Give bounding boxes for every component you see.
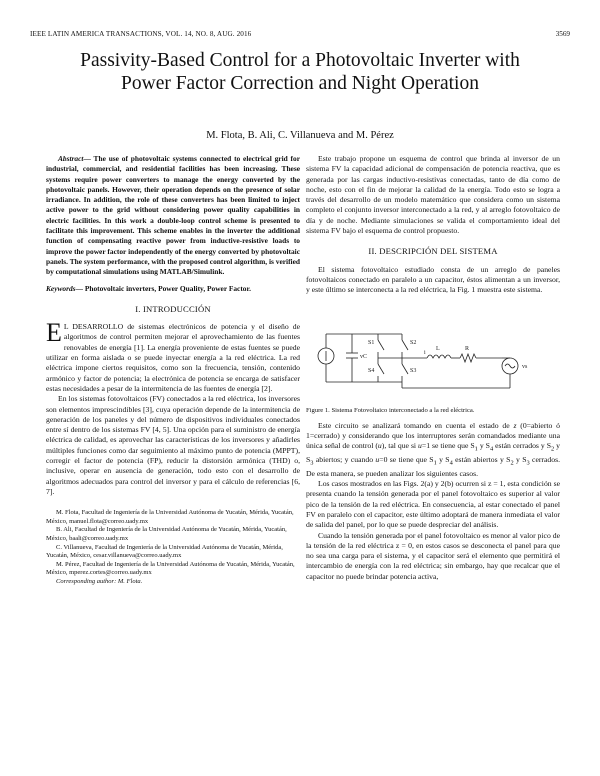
inductor-symbol	[427, 355, 451, 358]
footnote-2: B. Ali, Facultad de Ingeniería de la Universidad Autónoma de Yucatán, Mérida, Yucatán, México, baali@correo.uady.mx	[46, 526, 287, 542]
switches-text-a: Este circuito se analizará tomando en cuenta el estado de	[318, 420, 514, 430]
abstract	[46, 154, 300, 278]
journal-header: IEEE LATIN AMERICA TRANSACTIONS, VOL. 14, NO. 8, AUG. 2016	[30, 30, 252, 38]
switch-s1-label: S1	[368, 339, 375, 346]
symbol-z: z	[513, 420, 517, 430]
figure-1-caption: Figure 1. Sistema Fotovoltaico interconectado a la red eléctrica.	[306, 406, 475, 414]
sub-2: 2	[550, 445, 555, 453]
switches-text-g: y S	[306, 441, 561, 464]
switch-s1	[378, 340, 384, 350]
switches-text-j: y S	[436, 454, 450, 464]
switch-s4-label: S4	[368, 367, 375, 374]
switch-s4	[378, 364, 384, 374]
sub-2b: 2	[510, 459, 514, 467]
circuit-diagram	[312, 304, 552, 400]
keywords-text: Photovoltaic inverters, Power Quality, Power Factor.	[82, 283, 251, 293]
symbol-u-3: u	[375, 454, 380, 464]
sub-1: 1	[474, 445, 478, 453]
current-label: i	[424, 349, 426, 356]
sub-3b: 3	[526, 459, 530, 467]
footnotes	[46, 509, 300, 586]
last-paragraph: Cuando la tensión generada por el panel fotovoltaico es menor al valor pico de la tensión de la red eléctrica z = 0, en estos casos se desconecta el panel para que no sea una carga para el sistema, y el capacitor será el elemento que permitirá el intercambio de energía con la red eléctrica; sin embargo, hay que recalcar que el capacitor no puede brindar potencia activa,	[306, 530, 560, 581]
intro-paragraph-1	[46, 318, 300, 394]
sub-3: 3	[310, 459, 314, 467]
grid-voltage-label: vs	[522, 363, 528, 370]
switches-text-d: =1 se tiene que S	[421, 441, 475, 451]
resistor-label: R	[465, 345, 470, 352]
corresponding-author: Corresponding author: M. Flota.	[56, 577, 143, 585]
switch-s2-label: S2	[410, 339, 417, 346]
symbol-u: u	[377, 441, 382, 451]
switches-paragraph	[306, 421, 560, 480]
switches-text-k: están abiertos y S	[452, 454, 511, 464]
switches-text-f: están cerrados y S	[493, 441, 551, 451]
switches-text-h: abiertos; y cuando	[313, 454, 376, 464]
authors: M. Flota, B. Ali, C. Villanueva and M. Pérez	[206, 130, 394, 141]
right-intro-paragraph: Este trabajo propone un esquema de control que brinda al inversor de un sistema FV la capacidad adicional de compensación de potencia reactiva, que es generada por las cargas inductivo-resistivas conectadas, tanto de día como de noche, esto con el fin de mejorar la calidad de la energía. Todo esto se logra a través del desarrollo de un modelo matemático que considera como un sistema completo el conjunto inversor interconectado a la red, y al arreglo fotovoltaico de día y de noche. Mediante simulaciones se valida el comportamiento ideal del sistema FV bajo el esquema de control propuesto.	[306, 154, 560, 236]
switch-s2	[402, 340, 408, 350]
sub-1b: 1	[433, 459, 437, 467]
footnote-3: C. Villanueva, Facultad de Ingeniería de la Universidad Autónoma de Yucatán, Mérida, Yucatán, México, cesar.villanueva@correo.uady.mx	[46, 543, 283, 560]
switches-text-l: y S	[513, 454, 527, 464]
intro-paragraph-2: En los sistemas fotovoltaicos (FV) conectados a la red eléctrica, los inversores son elementos imprescindibles [3], cuya operación depende de la intermitencia de generación de los paneles y del número de dispositivos individuales conectados entre sí dentro de los sistemas FV [4, 5]. Una opción para el suministro de energía eléctrica de calidad, es aprovechar las características de los inversores y añadirles múltiples funciones como dar seguimiento al máximo punto de potencia (MPPT), corregir el factor de potencia (FP), reducir la distorsión armónica (THD) o, inclusive, operar en ausencia de generación, todo esto con el desarrollo de algoritmos adecuados para control del inversor y para el cálculo de referencias [6, 7].	[46, 394, 300, 496]
sub-4b: 4	[449, 459, 453, 467]
switches-text-i: =0 se tiene que S	[379, 454, 434, 464]
keywords	[46, 284, 300, 294]
switches-text-m: cerrados. De esta manera, se pueden analizar los siguientes casos.	[306, 454, 560, 478]
drop-cap: E	[46, 318, 62, 348]
footnote-1: M. Flota, Facultad de Ingeniería de la Universidad Autónoma de Yucatán, Mérida, Yucatán, México, manuel.flota@correo.uady.mx	[46, 509, 294, 525]
keywords-label: Keywords—	[46, 283, 83, 293]
section-heading-intro: I. INTRODUCCIÓN	[135, 303, 211, 314]
switches-text-e: y S	[477, 441, 490, 451]
figure-1	[306, 304, 560, 402]
sub-4: 4	[489, 445, 494, 453]
abstract-text: The use of photovoltaic systems connected to electrical grid for industrial, commercial, and residential facilities has been increasing. These systems require power converters to manage the energy converted by the photovoltaic panels. However, their operation depends on the presence of solar irradiance. In addition, the role of these converters has been limited to inject active power to the grid without considering power quality capabilities in electric facilities. In this work a double-loop control scheme is presented to facilitate this improvement. This scheme enables in the inverter the additional function of compensating reactive power from inductive-resistive loads to improve the power factor independently of the energy converted by photovoltaic panels. The system performance, with the proposed control algorithm, is verified by computational simulations using MATLAB/Simulink.	[46, 154, 300, 277]
page-number: 3569	[555, 30, 570, 38]
cases-paragraph: Los casos mostrados en las Figs. 2(a) y 2(b) ocurren si z = 1, esta condición se presenta cuando la tensión generada por el panel fotovoltaico es superior al valor pico de la tensión de la red eléctrica. En consecuencia, al estar conectado el panel FV en paralelo con el capacitor, este último adoptará de manera inmediata el valor de salida del panel, por lo que se puede despreciar del análisis.	[306, 479, 560, 530]
switch-s3	[402, 364, 408, 374]
footnote-4: M. Pérez, Facultad de Ingeniería de la Universidad Autónoma de Yucatán, Mérida, Yucatán, México, mperez.cortes@correo.uady.mx	[46, 560, 295, 577]
switches-text-c: ), tal que si	[381, 441, 419, 451]
system-paragraph-1: El sistema fotovoltaico estudiado consta de un arreglo de paneles fotovoltaicos conectado en paralelo a un capacitor, éstos alimentan a un inversor, y este último se interconecta a la red eléctrica, la Fig. 1 muestra este sistema.	[306, 264, 560, 295]
symbol-u-2: u	[418, 441, 422, 451]
intro-paragraph-1-text: L DESARROLLO de sistemas electrónicos de potencia y el diseño de algoritmos de control permiten mejorar el aprovechamiento de las fuentes renovables de energía [1]. La energía proveniente de estas fuentes se puede utilizar en forma aislada o se puede inyectar energía a la red eléctrica. La red eléctrica impone ciertos requisitos, como son la frecuencia, tensión, contenido armónico y factor de potencia; la electrónica de potencia se encarga de satisfacer estas necesidades a pesar de la intermitencia de las fuentes de energía [2].	[46, 322, 300, 393]
left-column	[46, 154, 300, 587]
resistor-symbol	[460, 354, 476, 362]
switches-text-b: (0=abierto ó 1=cerrado) y considerando que los interruptores serán comandados mediante una única señal de control (	[306, 420, 561, 451]
switch-s3-label: S3	[410, 367, 417, 374]
cap-voltage-label: vC	[360, 353, 368, 360]
paper-title: Passivity-Based Control for a Photovoltaic Inverter with Power Factor Correction and Night Operation	[80, 50, 520, 94]
right-column	[306, 154, 560, 582]
section-heading-system: II. DESCRIPCIÓN DEL SISTEMA	[368, 246, 498, 257]
grid-sine-icon	[505, 364, 515, 368]
abstract-label: Abstract—	[58, 154, 91, 163]
inductor-label: L	[436, 345, 440, 352]
